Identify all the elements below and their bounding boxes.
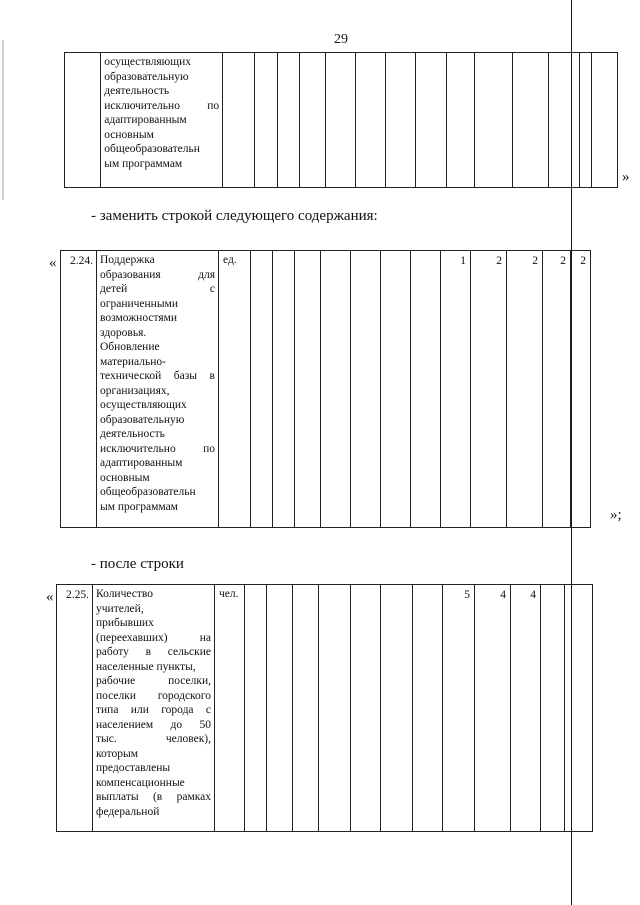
label-cell: осуществляющих образовательную деятельность исключительно по адаптированным основным общеобразовательн ым программам: [101, 53, 223, 188]
close-quote-1: »: [622, 169, 630, 185]
value-cell: [321, 251, 351, 528]
value-cell: 1: [441, 251, 471, 528]
value-cell: [273, 251, 295, 528]
table-row: [57, 585, 623, 832]
value-cell: [267, 585, 293, 832]
instruction-after: - после строки: [91, 556, 184, 572]
value-cell: 2: [507, 251, 543, 528]
value-cell: [413, 585, 443, 832]
page-number: 29: [334, 32, 348, 47]
value-cell: 4: [475, 585, 511, 832]
value-cell: [351, 251, 381, 528]
value-cell: 5: [443, 585, 475, 832]
value-cell: [251, 251, 273, 528]
open-quote-2: «: [49, 255, 57, 271]
label-cell: Количество учителей, прибывших (переехавших) на работу в сельские населенные пункты, рабочие поселки, поселки городского типа или города с населением до 50 тыс. человек), которым предоставлены компенсационные выплаты (в рамках федеральной: [93, 585, 215, 832]
table-row: [61, 251, 613, 528]
label-cell: Поддержка образования для детей с ограниченными возможностями здоровья. Обновление материально- технической базы в организациях, осуществляющих образовательную деятельность исключительно по адаптированным основным общеобразовательн ым программам: [97, 251, 219, 528]
value-cell: 2: [543, 251, 571, 528]
value-cell: [381, 585, 413, 832]
unit-cell: чел.: [215, 585, 245, 832]
value-cell: 4: [511, 585, 541, 832]
value-cell: [565, 585, 593, 832]
instruction-replace: - заменить строкой следующего содержания:: [91, 208, 378, 224]
value-cell: [245, 585, 267, 832]
value-cell: [541, 585, 565, 832]
table-row-2-24: [60, 250, 613, 528]
scan-margin-mark: [2, 40, 4, 200]
row-number: 2.25.: [57, 585, 93, 832]
value-cell: 2: [571, 251, 591, 528]
value-cell: [293, 585, 319, 832]
value-cell: [411, 251, 441, 528]
table-row-2-25: [56, 584, 623, 832]
table-continuation: [64, 52, 618, 188]
table-row: [65, 53, 618, 188]
value-cell: [351, 585, 381, 832]
value-cell: 2: [471, 251, 507, 528]
value-cell: [319, 585, 351, 832]
row-number: 2.24.: [61, 251, 97, 528]
close-quote-2: »;: [610, 507, 622, 523]
num-cell: [65, 53, 101, 188]
value-cell: [295, 251, 321, 528]
unit-cell: ед.: [219, 251, 251, 528]
open-quote-3: «: [46, 589, 54, 605]
value-cell: [381, 251, 411, 528]
